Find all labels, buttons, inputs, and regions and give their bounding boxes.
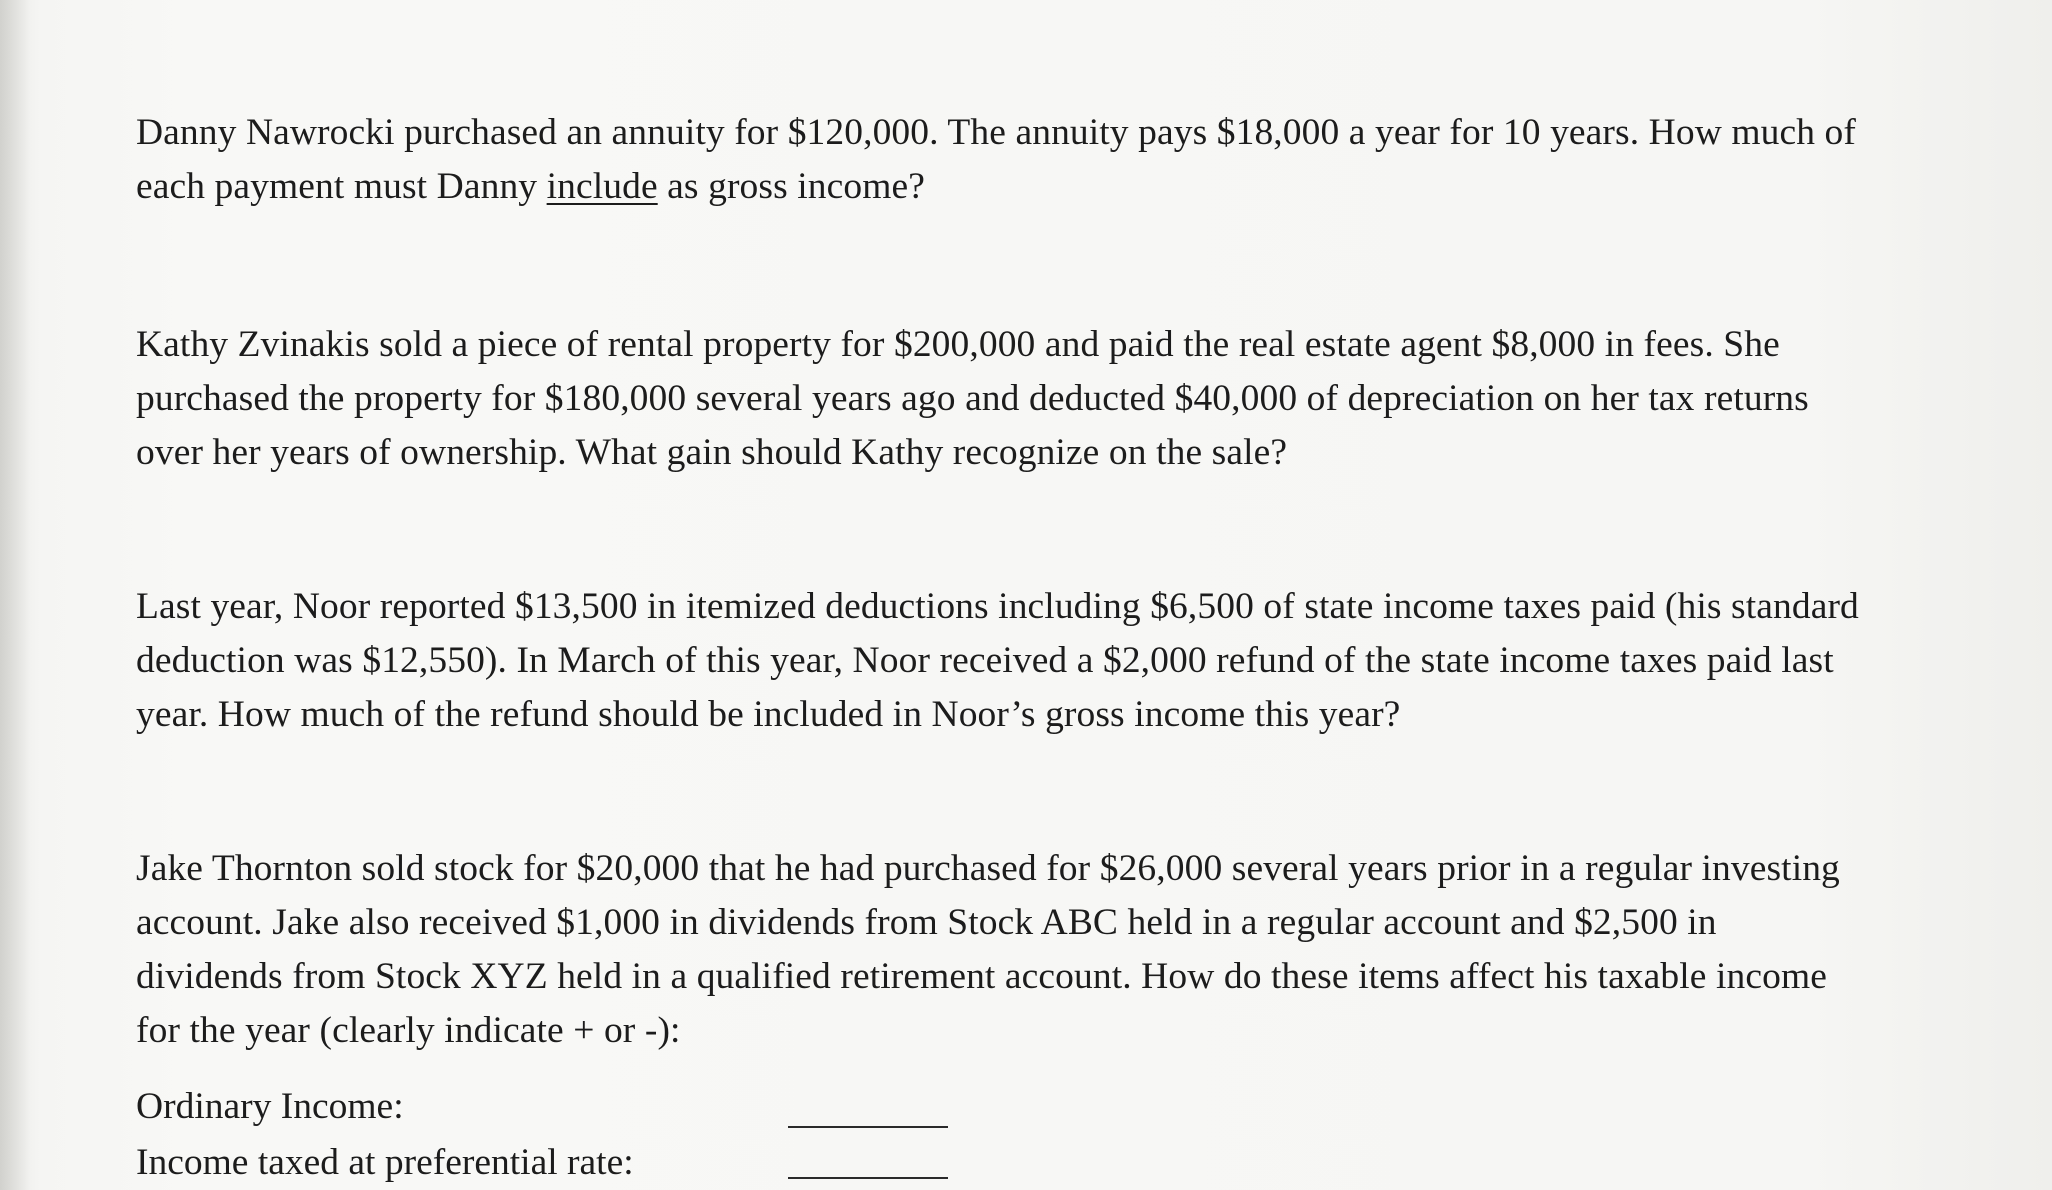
question-3-line-1: Last year, Noor reported $13,500 in itemized deductions including $6,500 of state income taxes paid (his standard — [136, 586, 1859, 627]
question-2-line-2: purchased the property for $180,000 several years ago and deducted $40,000 of depreciation on her tax returns — [136, 378, 1809, 419]
question-4-line-1: Jake Thornton sold stock for $20,000 that he had purchased for $26,000 several years prior in a regular investing — [136, 848, 1840, 889]
question-3 — [136, 580, 1966, 742]
ordinary-income-answer-blank[interactable] — [788, 1126, 948, 1128]
answer-row-preferential-rate — [136, 1136, 956, 1190]
question-2 — [136, 318, 1966, 480]
preferential-rate-answer-blank[interactable] — [788, 1177, 948, 1179]
question-1-line-2-end: as gross income? — [657, 166, 925, 207]
question-4-line-3: dividends from Stock XYZ held in a qualified retirement account. How do these items affect his taxable income — [136, 956, 1827, 997]
question-3-line-3: year. How much of the refund should be included in Noor’s gross income this year? — [136, 694, 1401, 735]
underlined-word-include: include — [546, 166, 658, 207]
question-1-line-2-start: each payment must Danny — [136, 166, 547, 207]
question-4-line-4: for the year (clearly indicate + or -): — [136, 1010, 681, 1051]
question-1-line-1: Danny Nawrocki purchased an annuity for $120,000. The annuity pays $18,000 a year for 10 years. How much of — [136, 112, 1856, 153]
question-2-line-1: Kathy Zvinakis sold a piece of rental property for $200,000 and paid the real estate agent $8,000 in fees. She — [136, 324, 1780, 365]
page-edge-shadow — [0, 0, 30, 1190]
question-2-line-3: over her years of ownership. What gain should Kathy recognize on the sale? — [136, 432, 1288, 473]
answer-row-ordinary-income — [136, 1080, 956, 1134]
ordinary-income-label: Ordinary Income: — [136, 1086, 404, 1127]
question-3-line-2: deduction was $12,550). In March of this year, Noor received a $2,000 refund of the state income taxes paid last — [136, 640, 1834, 681]
question-4 — [136, 842, 1966, 1058]
question-4-line-2: account. Jake also received $1,000 in dividends from Stock ABC held in a regular account and $2,500 in — [136, 902, 1717, 943]
preferential-rate-label: Income taxed at preferential rate: — [136, 1142, 634, 1183]
question-1-line-2 — [136, 160, 1966, 214]
question-1 — [136, 106, 1966, 214]
